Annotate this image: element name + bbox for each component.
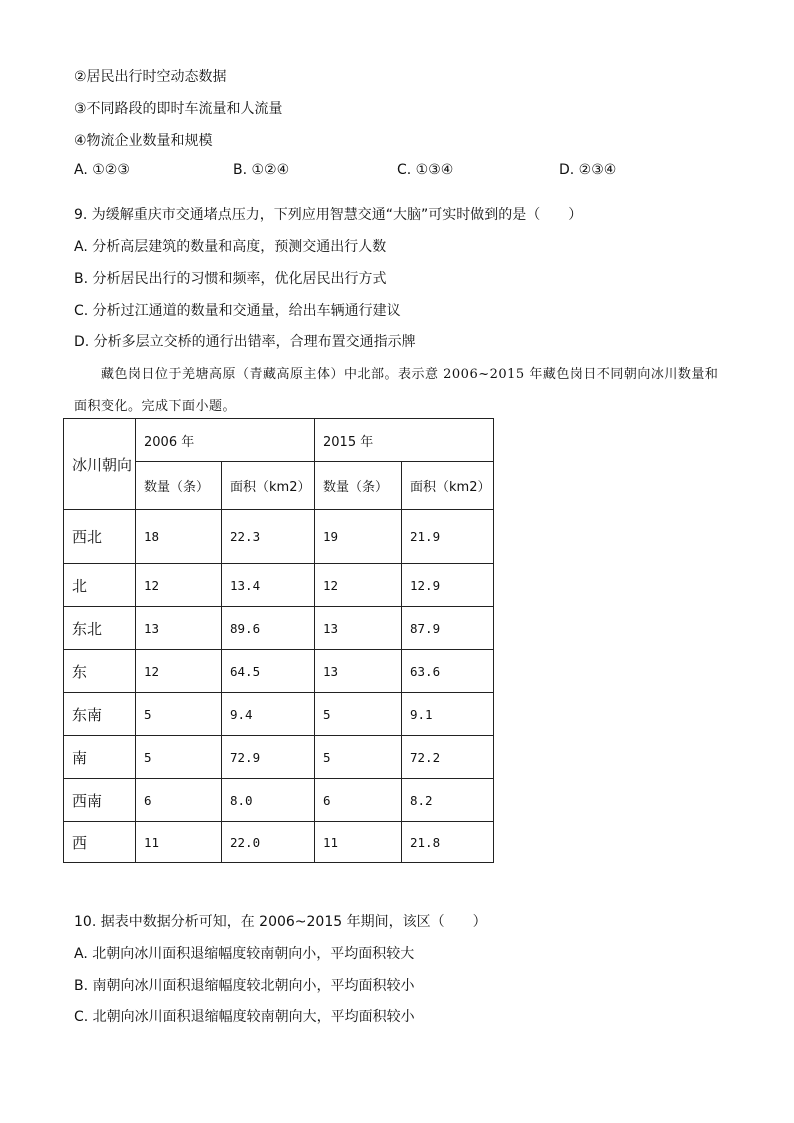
- direction-cell: 南: [64, 736, 136, 779]
- area-2015-cell: 63.6: [402, 650, 494, 693]
- table-row: [64, 564, 494, 607]
- count-2015-cell: 13: [315, 607, 402, 650]
- count-2006-cell: 5: [136, 736, 222, 779]
- q9-option-b: B. 分析居民出行的习惯和频率，优化居民出行方式: [74, 271, 387, 287]
- q8-option-a: A. ①②③: [74, 162, 130, 178]
- count-2015-cell: 11: [315, 822, 402, 863]
- count-2006-cell: 5: [136, 693, 222, 736]
- area-2006-cell: 64.5: [222, 650, 315, 693]
- q9-stem: 9. 为缓解重庆市交通堵点压力，下列应用智慧交通“大脑”可实时做到的是（ ）: [74, 207, 583, 223]
- table-row: [64, 822, 494, 863]
- area-2006-cell: 22.3: [222, 510, 315, 564]
- count-2006-cell: 13: [136, 607, 222, 650]
- direction-cell: 西北: [64, 510, 136, 564]
- area-2006-cell: 13.4: [222, 564, 315, 607]
- area-2015-cell: 87.9: [402, 607, 494, 650]
- prev-item-2: ②居民出行时空动态数据: [74, 69, 227, 85]
- direction-cell: 西南: [64, 779, 136, 822]
- count-2006-cell: 18: [136, 510, 222, 564]
- count-2006-cell: 12: [136, 650, 222, 693]
- direction-cell: 东北: [64, 607, 136, 650]
- count-2006-cell: 12: [136, 564, 222, 607]
- intro-line-1: 藏色岗日位于羌塘高原（青藏高原主体）中北部。表示意 2006~2015 年藏色岗日不同朝向冰川数量和: [101, 367, 719, 382]
- q10-option-a: A. 北朝向冰川面积退缩幅度较南朝向小，平均面积较大: [74, 946, 415, 962]
- area-2015-cell: 21.9: [402, 510, 494, 564]
- direction-cell: 东南: [64, 693, 136, 736]
- area-2006-cell: 9.4: [222, 693, 315, 736]
- area-2015-cell: 8.2: [402, 779, 494, 822]
- q10-option-b: B. 南朝向冰川面积退缩幅度较北朝向小，平均面积较小: [74, 978, 415, 994]
- header-area-2006: 面积（km2）: [222, 462, 315, 510]
- area-2006-cell: 89.6: [222, 607, 315, 650]
- q10-stem: 10. 据表中数据分析可知，在 2006~2015 年期间，该区（ ）: [74, 914, 487, 930]
- table-row: [64, 693, 494, 736]
- q9-option-c: C. 分析过江通道的数量和交通量，给出车辆通行建议: [74, 303, 401, 319]
- header-count-2006: 数量（条）: [136, 462, 222, 510]
- direction-cell: 西: [64, 822, 136, 863]
- header-year-2015: 2015 年: [315, 419, 494, 462]
- area-2015-cell: 21.8: [402, 822, 494, 863]
- prev-item-3: ③不同路段的即时车流量和人流量: [74, 101, 283, 117]
- q8-option-b: B. ①②④: [233, 162, 290, 178]
- q8-option-d: D. ②③④: [559, 162, 617, 178]
- table-row: [64, 607, 494, 650]
- count-2015-cell: 5: [315, 736, 402, 779]
- count-2015-cell: 6: [315, 779, 402, 822]
- header-year-2006: 2006 年: [136, 419, 315, 462]
- glacier-table: [63, 418, 494, 863]
- count-2015-cell: 12: [315, 564, 402, 607]
- table-row: [64, 650, 494, 693]
- q8-option-c: C. ①③④: [397, 162, 454, 178]
- intro-line-2: 面积变化。完成下面小题。: [74, 399, 237, 414]
- count-2006-cell: 11: [136, 822, 222, 863]
- header-direction: 冰川朝向: [64, 419, 136, 510]
- table-row: [64, 736, 494, 779]
- table-row: [64, 779, 494, 822]
- q9-option-d: D. 分析多层立交桥的通行出错率，合理布置交通指示牌: [74, 334, 416, 350]
- area-2015-cell: 72.2: [402, 736, 494, 779]
- area-2006-cell: 22.0: [222, 822, 315, 863]
- direction-cell: 东: [64, 650, 136, 693]
- header-area-2015: 面积（km2）: [402, 462, 494, 510]
- area-2015-cell: 12.9: [402, 564, 494, 607]
- direction-cell: 北: [64, 564, 136, 607]
- q9-option-a: A. 分析高层建筑的数量和高度，预测交通出行人数: [74, 239, 387, 255]
- header-count-2015: 数量（条）: [315, 462, 402, 510]
- q10-option-c: C. 北朝向冰川面积退缩幅度较南朝向大，平均面积较小: [74, 1009, 415, 1025]
- count-2015-cell: 19: [315, 510, 402, 564]
- count-2015-cell: 13: [315, 650, 402, 693]
- area-2006-cell: 8.0: [222, 779, 315, 822]
- count-2015-cell: 5: [315, 693, 402, 736]
- prev-item-4: ④物流企业数量和规模: [74, 133, 213, 149]
- table-header-row-years: [64, 419, 494, 462]
- area-2006-cell: 72.9: [222, 736, 315, 779]
- glacier-table-body: [64, 419, 494, 863]
- count-2006-cell: 6: [136, 779, 222, 822]
- table-row: [64, 510, 494, 564]
- area-2015-cell: 9.1: [402, 693, 494, 736]
